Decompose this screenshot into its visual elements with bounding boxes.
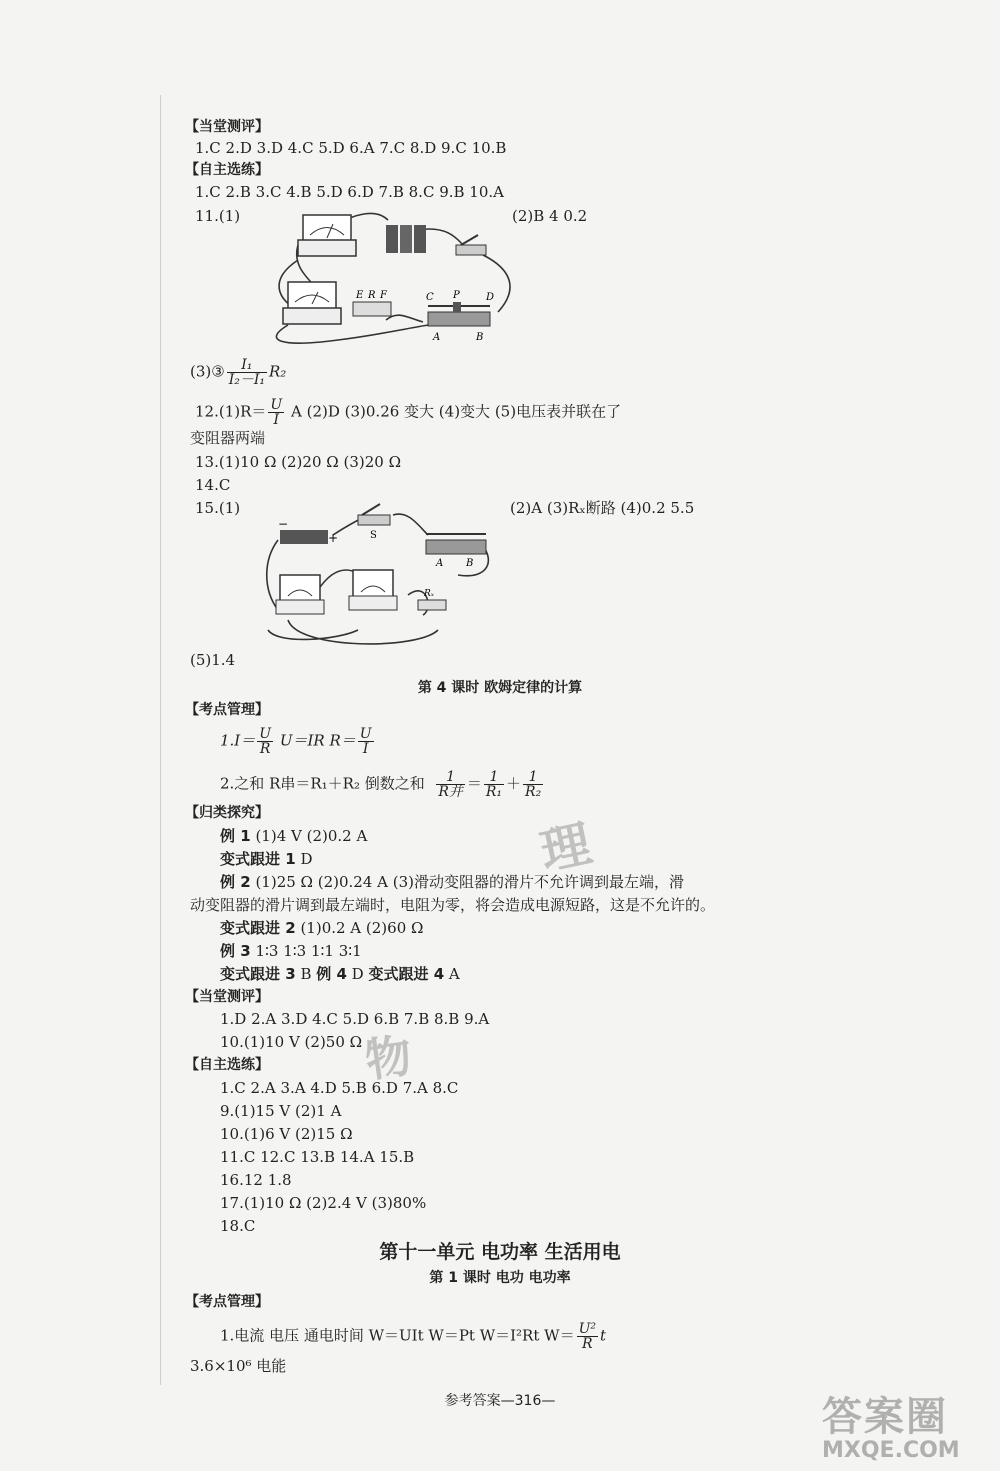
knowledge-line-2: 3.6×10⁶ 电能 — [190, 1357, 287, 1375]
circuit-diagram-2 — [258, 500, 508, 650]
example-3: 例 3 1∶3 1∶3 1∶1 3∶1 — [220, 942, 362, 960]
fraction: $\frac{\text{I₁}}{\text{I₂－I₁}}$ — [228, 357, 265, 388]
label-p: P — [453, 290, 460, 301]
lesson-title: 第 1 课时 电功 电功率 — [429, 1270, 571, 1286]
answer-line: 18.C — [220, 1217, 256, 1235]
question-12: 12.(1)R＝ $\frac{U}{I}$ A (2)D (3)0.26 变大 (4)变大 (5)电压表并联在了 — [195, 397, 622, 428]
margin-line — [160, 95, 161, 1385]
label-minus: − — [278, 517, 289, 531]
page-footer: 参考答案—316— — [444, 1393, 556, 1409]
answer-line: 17.(1)10 Ω (2)2.4 V (3)80% — [220, 1194, 427, 1212]
question-15-part1: 15.(1) — [195, 499, 241, 517]
circuit-diagram-1 — [258, 200, 518, 350]
rheostat-icon — [426, 534, 486, 569]
heading-dangtang-ceping: 【当堂测评】 — [185, 119, 269, 135]
label-f: F — [380, 290, 387, 301]
question-15-part5: (5)1.4 — [190, 651, 236, 669]
example-1: 例 1 (1)4 V (2)0.2 A — [220, 827, 368, 845]
heading-dangtang-ceping: 【当堂测评】 — [185, 989, 269, 1005]
switch-icon — [456, 235, 486, 255]
fraction: $\frac{1}{\text{R并}}$ — [438, 769, 463, 800]
label-b: B — [466, 558, 474, 569]
question-11-part1: 11.(1) — [195, 207, 241, 225]
logo-url: MXQE.COM — [822, 1438, 960, 1463]
heading-zizhu-xuanlian: 【自主选练】 — [185, 162, 269, 178]
variant-3-example-4: 变式跟进 3 B 例 4 D 变式跟进 4 A — [220, 965, 460, 983]
heading-zizhu-xuanlian: 【自主选练】 — [185, 1057, 269, 1073]
fraction: $\frac{\text{U²}}{R}$ — [578, 1321, 596, 1352]
variant-1: 变式跟进 1 D — [220, 850, 313, 868]
logo-text: 答案圈 — [822, 1394, 948, 1440]
unit-title: 第十一单元 电功率 生活用电 — [379, 1241, 621, 1263]
formula-2: 2.之和 R串＝R₁＋R₂ 倒数之和 $\frac{1}{\text{R并}}$ ＝ $\frac{1}{\text{R₁}}$ ＋ $\frac{1}{\text{R₂}}$ — [220, 769, 542, 800]
lesson-title: 第 4 课时 欧姆定律的计算 — [417, 680, 583, 696]
answer-line: 1.C 2.B 3.C 4.B 5.D 6.D 7.B 8.C 9.B 10.A — [195, 183, 504, 201]
question-13: 13.(1)10 Ω (2)20 Ω (3)20 Ω — [195, 453, 402, 471]
fraction: $\frac{U}{R}$ — [259, 726, 272, 757]
voltmeter-icon — [349, 570, 397, 610]
ammeter-icon — [276, 575, 324, 614]
answer-line: 10.(1)6 V (2)15 Ω — [220, 1125, 353, 1143]
label-rx: Rₓ — [424, 589, 434, 599]
heading-guilei-tanjiu: 【归类探究】 — [185, 805, 269, 821]
answer-line: 1.C 2.A 3.A 4.D 5.B 6.D 7.A 8.C — [220, 1079, 459, 1097]
voltmeter-icon — [283, 282, 341, 324]
label-r: R — [368, 290, 376, 301]
label-plus: + — [328, 531, 339, 545]
variant-2: 变式跟进 2 (1)0.2 A (2)60 Ω — [220, 919, 424, 937]
label-s: S — [370, 530, 377, 541]
fraction: $\frac{1}{\text{R₂}}$ — [525, 769, 542, 800]
question-11-part2: (2)B 4 0.2 — [512, 207, 588, 225]
switch-icon — [358, 504, 390, 541]
label-a: A — [433, 332, 441, 343]
heading-kaodian-guanli: 【考点管理】 — [185, 702, 269, 718]
question-11-part3: (3)③ $\frac{\text{I₁}}{\text{I₂－I₁}}$ R₂ — [190, 357, 287, 388]
answer-line: 16.12 1.8 — [220, 1171, 292, 1189]
watermark: 物 — [361, 1028, 415, 1088]
ammeter-icon — [298, 215, 356, 256]
example-2-cont: 动变阻器的滑片调到最左端时，电阻为零，将会造成电源短路，这是不允许的。 — [190, 896, 716, 914]
site-logo — [822, 1395, 992, 1467]
rheostat-icon — [426, 290, 494, 343]
knowledge-line-1: 1.电流 电压 通电时间 W＝UIt W＝Pt W＝I²Rt W＝ $\frac{\text{U²}}{R}$ t — [220, 1321, 607, 1352]
question-14: 14.C — [195, 476, 231, 494]
watermark: 理 — [535, 814, 597, 882]
label-b: B — [476, 332, 484, 343]
heading-kaodian-guanli: 【考点管理】 — [185, 1294, 269, 1310]
battery-icon — [278, 517, 338, 545]
label-c: C — [426, 292, 434, 303]
formula-1: 1.I＝ $\frac{U}{R}$ U＝IR R＝ $\frac{U}{I}$ — [220, 726, 372, 757]
answer-line: 1.D 2.A 3.D 4.C 5.D 6.B 7.B 8.B 9.A — [220, 1010, 490, 1028]
question-15-part2: (2)A (3)Rₓ断路 (4)0.2 5.5 — [510, 499, 695, 517]
answer-line: 11.C 12.C 13.B 14.A 15.B — [220, 1148, 415, 1166]
question-12-cont: 变阻器两端 — [190, 429, 266, 447]
fraction: $\frac{U}{I}$ — [359, 726, 372, 757]
label-a: A — [436, 558, 444, 569]
answer-line: 1.C 2.D 3.D 4.C 5.D 6.A 7.C 8.D 9.C 10.B — [195, 139, 507, 157]
label-d: D — [486, 292, 495, 303]
fraction: $\frac{U}{I}$ — [270, 397, 283, 428]
fraction: $\frac{1}{\text{R₁}}$ — [485, 769, 503, 800]
battery-icon — [386, 225, 426, 253]
label-e: E — [356, 290, 364, 301]
answer-line: 10.(1)10 V (2)50 Ω — [220, 1033, 363, 1051]
answer-line: 9.(1)15 V (2)1 A — [220, 1102, 342, 1120]
example-2: 例 2 (1)25 Ω (2)0.24 A (3)滑动变阻器的滑片不允许调到最左端，滑 — [220, 873, 685, 891]
resistor-icon — [353, 290, 391, 316]
